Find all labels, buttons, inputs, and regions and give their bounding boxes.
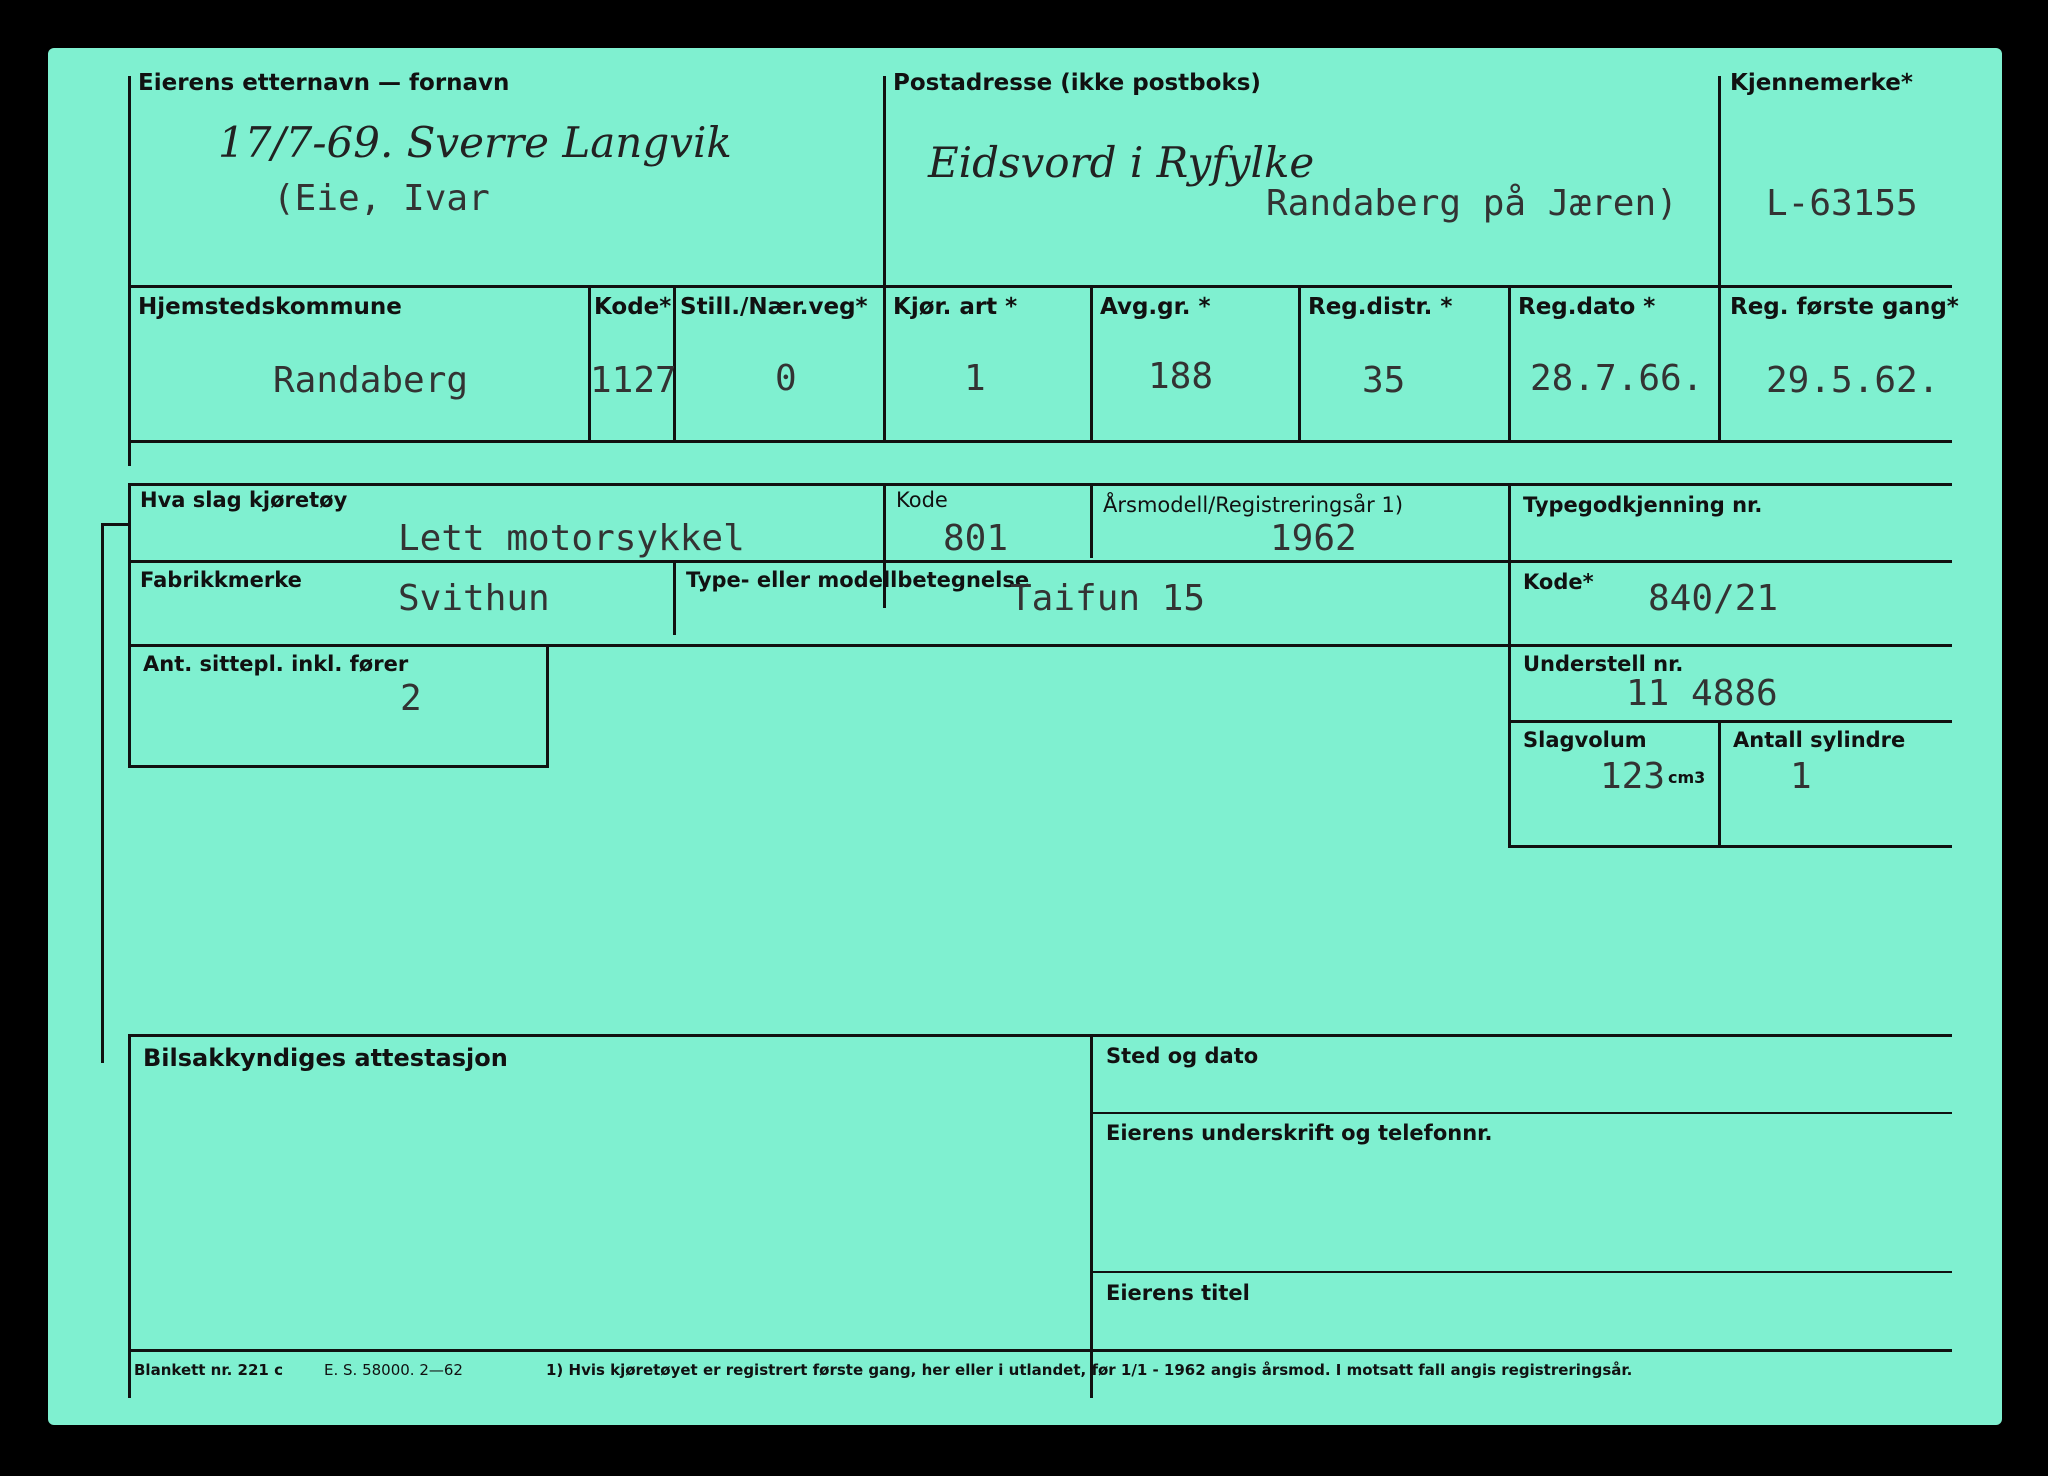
divider — [128, 1034, 1952, 1037]
regforste-label: Reg. første gang* — [1730, 294, 1959, 320]
divider — [1090, 1034, 1093, 1398]
footer-blankett: Blankett nr. 221 c — [134, 1361, 283, 1379]
address-label: Postadresse (ikke postboks) — [893, 70, 1261, 96]
divider — [1090, 1271, 1952, 1273]
arsmodell-label: Årsmodell/Registreringsår 1) — [1103, 493, 1404, 517]
typemodell-label: Type- eller modellbetegnelse — [686, 568, 1030, 592]
typegodk-label: Typegodkjenning nr. — [1523, 493, 1763, 517]
divider — [673, 560, 676, 635]
divider — [101, 523, 104, 1063]
slag-label: Hva slag kjøretøy — [140, 488, 348, 512]
titel-label: Eierens titel — [1106, 1281, 1250, 1305]
divider — [1508, 845, 1952, 848]
sylindre-value: 1 — [1790, 756, 1812, 797]
sitte-value: 2 — [400, 678, 422, 719]
attest-label: Bilsakkyndiges attestasjon — [143, 1044, 508, 1072]
registration-card — [48, 48, 2002, 1425]
sted-label: Sted og dato — [1106, 1044, 1259, 1068]
divider — [1298, 285, 1301, 440]
divider — [128, 560, 1952, 563]
regdato-value: 28.7.66. — [1530, 358, 1704, 399]
divider — [128, 644, 1952, 647]
kjor-label: Kjør. art * — [893, 294, 1018, 320]
divider — [883, 285, 886, 440]
divider — [546, 644, 549, 768]
plate-value: L-63155 — [1766, 183, 1918, 224]
footer-es: E. S. 58000. 2—62 — [324, 1361, 463, 1379]
slag-value: Lett motorsykkel — [398, 518, 745, 559]
divider — [128, 76, 131, 466]
owner-handwritten: 17/7-69. Sverre Langvik — [218, 118, 732, 167]
kjor-value: 1 — [964, 358, 986, 399]
kode-label: Kode* — [594, 294, 672, 320]
address-handwritten: Eidsvord i Ryfylke — [928, 138, 1315, 187]
address-typed: Randaberg på Jæren) — [1266, 183, 1678, 224]
regdistr-label: Reg.distr. * — [1308, 294, 1453, 320]
divider — [1718, 720, 1721, 848]
typemodell-value: Taifun 15 — [1010, 578, 1206, 619]
divider — [128, 483, 1952, 486]
slagvolum-unit: cm3 — [1668, 768, 1706, 787]
sitte-label: Ant. sittepl. inkl. fører — [143, 652, 409, 676]
kode-vehicle-label: Kode — [896, 488, 948, 512]
still-label: Still./Nær.veg* — [680, 294, 868, 320]
divider — [1718, 285, 1721, 440]
hjemsted-label: Hjemstedskommune — [138, 294, 402, 320]
regforste-value: 29.5.62. — [1766, 360, 1940, 401]
kode2-label: Kode* — [1523, 570, 1594, 594]
divider — [128, 1034, 131, 1398]
kode-value: 1127 — [590, 360, 677, 401]
kode-vehicle-value: 801 — [943, 518, 1009, 559]
divider — [128, 440, 1952, 443]
divider — [1090, 1112, 1952, 1114]
divider — [1508, 285, 1511, 440]
avg-value: 188 — [1148, 356, 1214, 397]
slagvolum-value: 123 — [1600, 756, 1666, 797]
still-value: 0 — [775, 358, 797, 399]
owner-label: Eierens etternavn — fornavn — [138, 70, 510, 96]
divider — [101, 523, 129, 526]
divider — [1090, 483, 1093, 558]
footer-note: 1) Hvis kjøretøyet er registrert første gang, her eller i utlandet, før 1/1 - 1962 angis årsmod. I motsatt fall angis registreringsår. — [546, 1361, 1633, 1379]
divider — [128, 285, 1952, 288]
divider — [128, 765, 548, 768]
fabrikk-label: Fabrikkmerke — [140, 568, 302, 592]
plate-label: Kjennemerke* — [1730, 70, 1913, 96]
fabrikk-value: Svithun — [398, 578, 550, 619]
divider — [1090, 285, 1093, 440]
divider — [128, 1349, 1952, 1352]
slagvolum-label: Slagvolum — [1523, 728, 1647, 752]
kode2-value: 840/21 — [1648, 578, 1779, 619]
understell-label: Understell nr. — [1523, 652, 1684, 676]
arsmodell-value: 1962 — [1270, 518, 1357, 559]
avg-label: Avg.gr. * — [1100, 294, 1211, 320]
divider — [1508, 483, 1511, 848]
underskrift-label: Eierens underskrift og telefonnr. — [1106, 1121, 1493, 1145]
owner-typed: (Eie, Ivar — [273, 178, 490, 219]
sylindre-label: Antall sylindre — [1733, 728, 1906, 752]
understell-value: 11 4886 — [1626, 673, 1778, 714]
divider — [1508, 720, 1952, 723]
regdato-label: Reg.dato * — [1518, 294, 1656, 320]
hjemsted-value: Randaberg — [273, 360, 469, 401]
regdistr-value: 35 — [1362, 360, 1406, 401]
